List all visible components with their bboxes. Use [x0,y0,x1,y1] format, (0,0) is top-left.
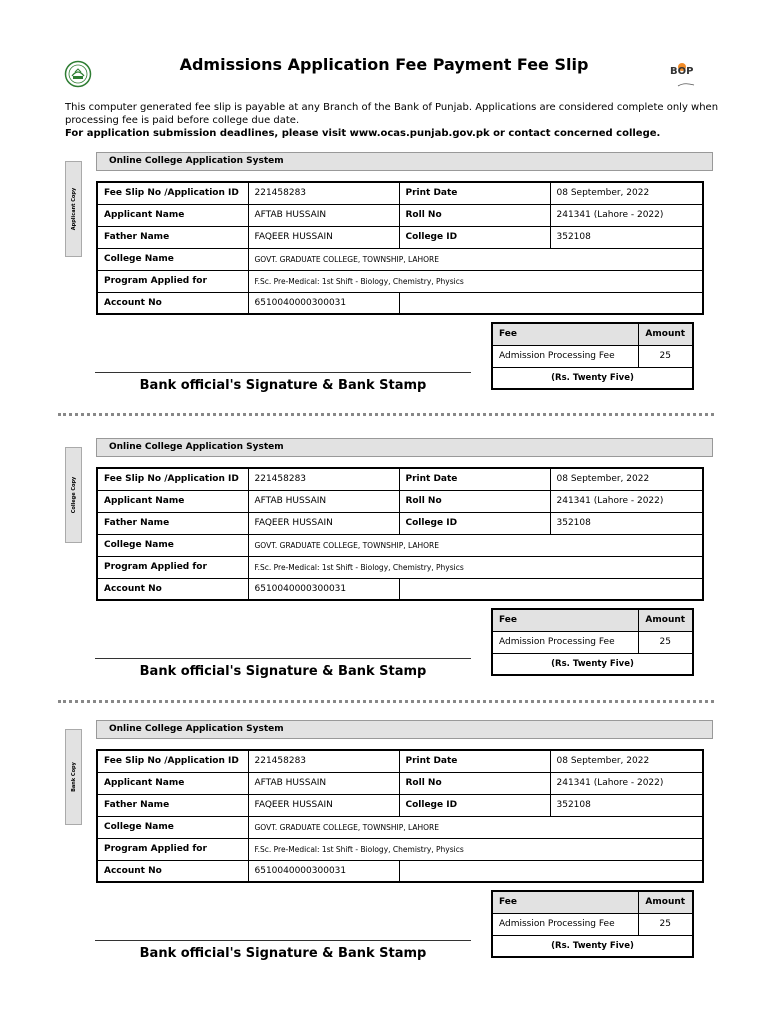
table-row [97,468,703,490]
applicant-name-label: Applicant Name [97,204,248,226]
table-row [492,609,693,631]
fee-amount: 25 [638,345,693,367]
fee-item: Admission Processing Fee [492,345,638,367]
amount-header: Amount [638,323,693,345]
applicant-info-table [96,181,704,315]
system-header: Online College Application System [96,438,713,457]
table-row [492,653,693,675]
page-title: Admissions Application Fee Payment Fee Slip [179,55,589,74]
college-name-value: GOVT. GRADUATE COLLEGE, TOWNSHIP, LAHORE [248,534,703,556]
roll-no-label: Roll No [399,772,550,794]
applicant-name-label: Applicant Name [97,772,248,794]
slip-college-copy [0,442,768,737]
copy-tab: College Copy [65,447,82,543]
print-date-label: Print Date [399,182,550,204]
table-row [97,490,703,512]
copy-tab: Applicant Copy [65,161,82,257]
table-row [492,323,693,345]
signature-line [95,940,471,941]
college-id-value: 352108 [550,226,703,248]
table-row [97,816,703,838]
signature-label: Bank official's Signature & Bank Stamp [139,946,427,961]
table-row [97,860,703,882]
father-name-label: Father Name [97,794,248,816]
college-name-label: College Name [97,816,248,838]
account-no-label: Account No [97,860,248,882]
table-row [97,512,703,534]
fee-slip-value: 221458283 [248,750,399,772]
account-no-value: 6510040000300031 [248,292,399,314]
table-row [97,248,703,270]
table-row [97,556,703,578]
cut-line [58,700,714,703]
father-name-label: Father Name [97,226,248,248]
table-row [492,367,693,389]
college-id-label: College ID [399,512,550,534]
table-row [97,270,703,292]
table-row [492,935,693,957]
fee-header: Fee [492,891,638,913]
table-row [97,750,703,772]
signature-label: Bank official's Signature & Bank Stamp [139,664,427,679]
table-row [97,182,703,204]
copy-tab: Bank Copy [65,729,82,825]
cut-line [58,413,714,416]
print-date-label: Print Date [399,468,550,490]
table-row [492,345,693,367]
father-name-label: Father Name [97,512,248,534]
program-value: F.Sc. Pre-Medical: 1st Shift - Biology, Chemistry, Physics [248,838,703,860]
fee-slip-label: Fee Slip No /Application ID [97,468,248,490]
system-header: Online College Application System [96,152,713,171]
amount-in-words: (Rs. Twenty Five) [492,653,693,675]
fee-amount: 25 [638,631,693,653]
program-value: F.Sc. Pre-Medical: 1st Shift - Biology, Chemistry, Physics [248,270,703,292]
fee-item: Admission Processing Fee [492,631,638,653]
fee-slip-label: Fee Slip No /Application ID [97,182,248,204]
roll-no-value: 241341 (Lahore - 2022) [550,204,703,226]
table-row [492,891,693,913]
table-row [97,838,703,860]
account-no-label: Account No [97,578,248,600]
print-date-value: 08 September, 2022 [550,750,703,772]
bop-logo-icon [664,60,700,92]
applicant-info-table [96,467,704,601]
fee-table [491,890,694,958]
slip-bank-copy [0,724,768,1019]
program-value: F.Sc. Pre-Medical: 1st Shift - Biology, Chemistry, Physics [248,556,703,578]
fee-header: Fee [492,323,638,345]
applicant-name-label: Applicant Name [97,490,248,512]
roll-no-label: Roll No [399,204,550,226]
amount-in-words: (Rs. Twenty Five) [492,935,693,957]
college-id-value: 352108 [550,794,703,816]
roll-no-value: 241341 (Lahore - 2022) [550,490,703,512]
fee-slip-value: 221458283 [248,182,399,204]
college-name-value: GOVT. GRADUATE COLLEGE, TOWNSHIP, LAHORE [248,816,703,838]
intro-text [65,101,725,140]
print-date-value: 08 September, 2022 [550,182,703,204]
table-row [97,794,703,816]
applicant-info-table [96,749,704,883]
fee-header: Fee [492,609,638,631]
fee-item: Admission Processing Fee [492,913,638,935]
father-name-value: FAQEER HUSSAIN [248,794,399,816]
amount-in-words: (Rs. Twenty Five) [492,367,693,389]
table-row [97,226,703,248]
college-name-label: College Name [97,248,248,270]
system-header: Online College Application System [96,720,713,739]
father-name-value: FAQEER HUSSAIN [248,226,399,248]
table-row [97,772,703,794]
signature-line [95,658,471,659]
table-row [492,631,693,653]
signature-label: Bank official's Signature & Bank Stamp [139,378,427,393]
amount-header: Amount [638,891,693,913]
applicant-name-value: AFTAB HUSSAIN [248,772,399,794]
bop-logo-text: BOP [670,66,694,77]
program-label: Program Applied for [97,556,248,578]
program-label: Program Applied for [97,838,248,860]
signature-line [95,372,471,373]
amount-header: Amount [638,609,693,631]
college-id-label: College ID [399,794,550,816]
college-name-label: College Name [97,534,248,556]
roll-no-label: Roll No [399,490,550,512]
table-row [97,292,703,314]
table-row [97,204,703,226]
account-no-value: 6510040000300031 [248,578,399,600]
print-date-label: Print Date [399,750,550,772]
fee-table [491,608,694,676]
print-date-value: 08 September, 2022 [550,468,703,490]
applicant-name-value: AFTAB HUSSAIN [248,490,399,512]
fee-slip-label: Fee Slip No /Application ID [97,750,248,772]
fee-amount: 25 [638,913,693,935]
father-name-value: FAQEER HUSSAIN [248,512,399,534]
applicant-name-value: AFTAB HUSSAIN [248,204,399,226]
intro-line-1: This computer generated fee slip is payable at any Branch of the Bank of Punjab. Applications are considered complete only when processing fee is paid before college due date. [65,102,719,126]
fee-slip-value: 221458283 [248,468,399,490]
intro-line-2: For application submission deadlines, please visit www.ocas.punjab.gov.pk or contact concerned college. [65,128,661,139]
roll-no-value: 241341 (Lahore - 2022) [550,772,703,794]
college-id-value: 352108 [550,512,703,534]
table-row [492,913,693,935]
table-row [97,534,703,556]
slip-applicant-copy [0,156,768,451]
account-no-label: Account No [97,292,248,314]
account-no-value: 6510040000300031 [248,860,399,882]
program-label: Program Applied for [97,270,248,292]
table-row [97,578,703,600]
college-id-label: College ID [399,226,550,248]
fee-table [491,322,694,390]
college-name-value: GOVT. GRADUATE COLLEGE, TOWNSHIP, LAHORE [248,248,703,270]
